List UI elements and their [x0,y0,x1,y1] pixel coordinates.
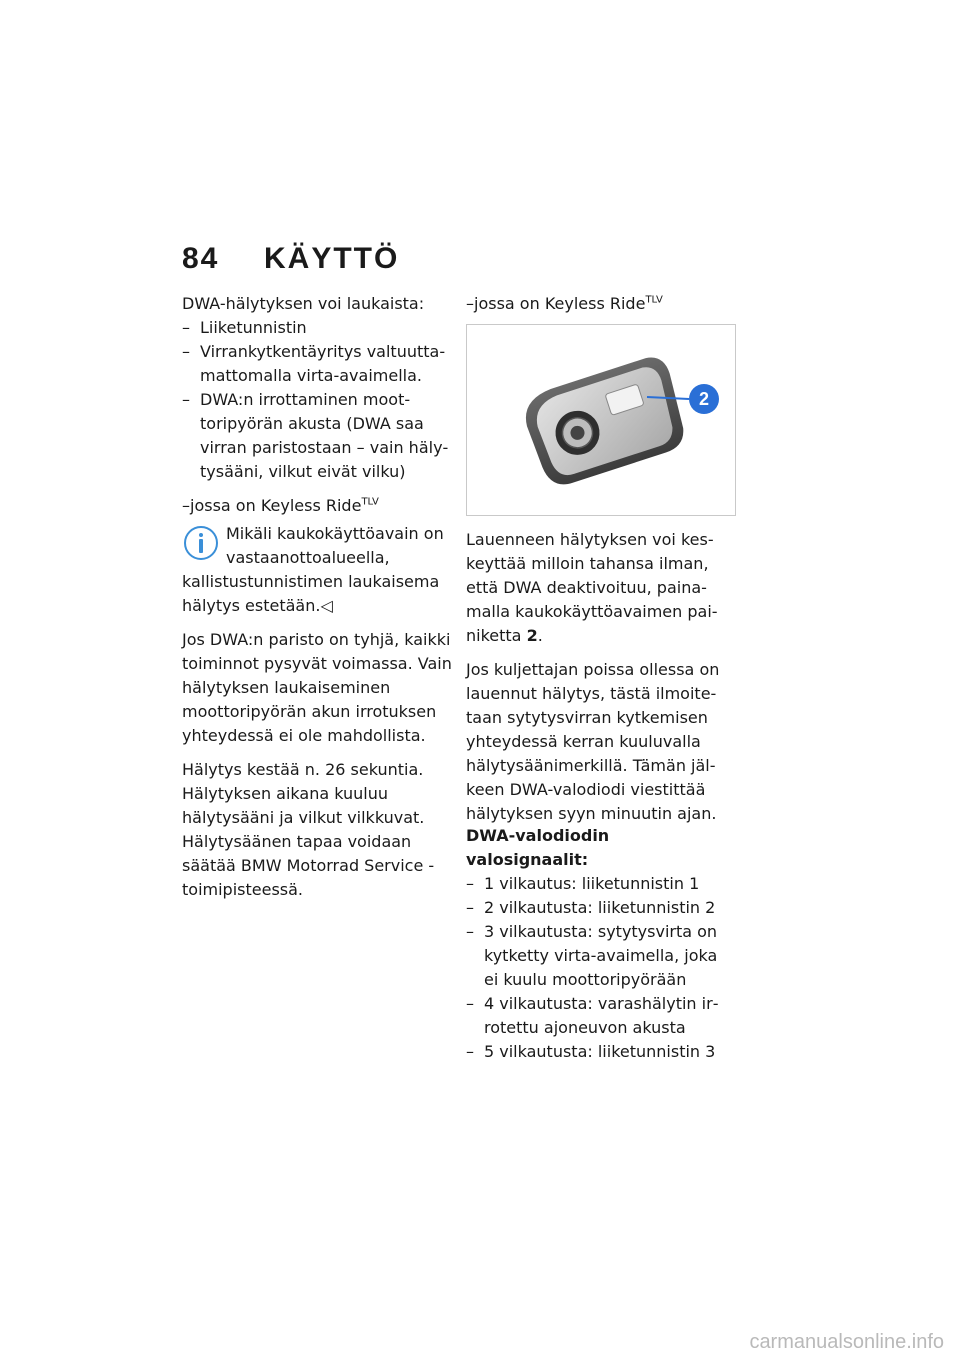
button-reference: 2 [526,626,538,645]
trigger-item-3: – DWA:n irrottaminen moottoripyörän akusta (DWA saa virran paristostaan – vain hälytysääni, vilkut eivät vilku) [182,388,452,484]
trigger-item-1: – Liiketunnistin [182,316,452,340]
period: . [537,626,543,645]
info-note-text: Mikäli kaukokäyttöavain on vastaanottoalueella, kallistustunnistimen laukaisema hälytys estetään. [182,524,444,615]
callout-number: 2 [698,389,709,409]
battery-paragraph: Jos DWA:n paristo on tyhjä, kaikki toiminnot pysyvät voimassa. Vain hälytyksen laukaiseminen moottoripyörän akun irrotuksen yhteydessä ei ole mahdollista. [182,630,452,745]
led-signals-heading: DWA-valodiodin valosignaalit: [466,826,610,869]
watermark: carmanualsonline.info [749,1331,944,1353]
keyless-ride-text: –jossa on Keyless Ride [466,294,646,313]
signal-item-5: – 5 vilkautusta: liiketunnistin 3 [466,1040,736,1064]
keyless-ride-text: –jossa on Keyless Ride [182,496,362,515]
key-fob-illustration [467,325,735,515]
info-icon [182,524,220,562]
right-column [466,292,736,1064]
tlv-superscript: TLV [645,294,663,306]
cancel-alarm-paragraph [466,528,736,648]
signal-item-2: – 2 vilkautusta: liiketunnistin 2 [466,896,736,920]
alarm-duration-paragraph: Hälytys kestää n. 26 sekuntia. Hälytyksen aikana kuuluu hälytysääni ja vilkut vilkkuvat. Hälytysäänen tapaa voidaan säätää BMW Motorrad Service -toimipisteessä. [182,760,435,899]
tlv-superscript: TLV [361,496,379,508]
trigger-item-2: – Virrankytkentäyritys valtuuttamattomalla virta-avaimella. [182,340,452,388]
alarm-notification-paragraph: Jos kuljettajan poissa ollessa on lauennut hälytys, tästä ilmoitetaan sytytysvirran kytkemisen yhteydessä kerran kuuluvalla hälytysäänimerkillä. Tämän jälkeen DWA-valodiodi viestittää hälytyksen syyn minuutin ajan. [466,660,720,823]
signal-item-1: – 1 vilkautus: liiketunnistin 1 [466,872,736,896]
page-number: 84 [182,242,220,275]
dwa-intro: DWA-hälytyksen voi laukaista: [182,294,425,313]
section-title: KÄYTTÖ [264,242,400,275]
key-fob-body [518,353,692,491]
page-header [182,242,399,276]
left-column [182,292,452,912]
signal-item-3: – 3 vilkautusta: sytytysvirta on kytketty virta-avaimella, joka ei kuulu moottoripyörään [466,920,736,992]
cancel-alarm-text: Lauenneen hälytyksen voi keskeyttää milloin tahansa ilman, että DWA deaktivoituu, painamalla kaukokäyttöavaimen painiketta [466,530,718,645]
keyless-ride-line [182,494,452,518]
key-fob-figure [466,324,736,516]
info-note [182,522,452,618]
signal-item-4: – 4 vilkautusta: varashälytin irrotettu ajoneuvon akusta [466,992,736,1040]
end-mark: ◁ [320,596,333,615]
keyless-ride-line-right [466,292,736,316]
